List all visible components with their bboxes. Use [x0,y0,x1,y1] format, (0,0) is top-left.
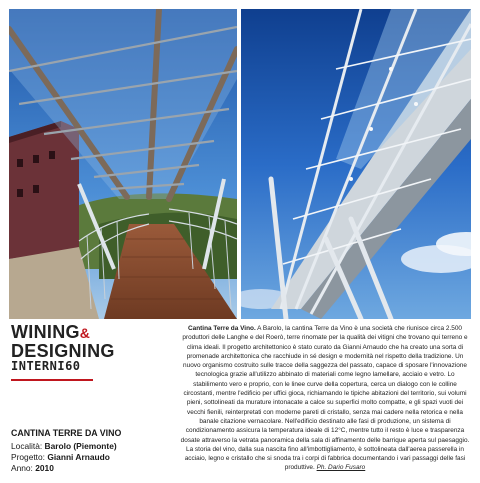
article-heading: Cantina Terre da Vino. [188,325,256,332]
magazine-logo [11,323,161,373]
logo-interni: INTERNI60 [11,359,81,373]
project-info [11,428,171,474]
article-text [180,324,470,473]
logo-underline [11,379,93,381]
project-year: Anno: 2010 [11,463,54,473]
photo-credit: Ph. Dario Fusaro [316,464,366,472]
logo-wining: WINING& [11,322,91,342]
logo-designing: DESIGNING [11,341,115,361]
photo-footbridge [241,9,471,319]
photo-walkway-canopy [9,9,237,319]
project-title: CANTINA TERRE DA VINO [11,428,122,438]
project-architect: Progetto: Gianni Arnaudo [11,452,110,462]
project-location: Località: Barolo (Piemonte) [11,441,117,451]
article-body: A Barolo, la cantina Terre da Vino è una società che riunisce circa 2.500 produttori delle Langhe e del Roerò, terre rinomate per la qualità dei vitigni che trovano qui terreno e clima ideali. Il progetto architettonico è stato curato da Gianni Arnaudo che ha creato una sorta di promenade architettonica che racchiude in sé design e modernità nel rispetto della tradizione. Un nuovo organismo costruito sulle tracce della saggezza del passato, capace di sposare l'innovazione tecnologica grazie all'utilizzo abbinato di materiali come legno lamellare, acciaio e vetro. Lo stabilimento vero e proprio, con le linee curve della copertura, cerca un dialogo con le colline circostanti, mentre l'edificio per uffici gioca, richiamando le tipiche abitazioni del territorio, sui volumi pieni, sottolineati da murature intonacate a calce su superfici molto compatte, e gli spazi vuoti dei vecchi fienili, reinterpretati con moderne pareti di cristallo, senza mai cadere nella retorica e nella banale citazione vernacolare. Nell'edificio destinato alle fasi di produzione, un sistema di condizionamento assicura la temperatura ideale di 12°C, mentre tutto il resto è luce e trasparenza dosate attraverso la vetrata panoramica della sala di affinamento delle barrique aperta sul paesaggio. La storia del vino, dalla sua nascita fino all'imbottigliamento, è sottolineata dall'aerea passerella in acciaio, legno e cristallo che si snoda tra i corpi di fabbrica documentando i vari passaggi delle fasi produttive. [180,325,470,472]
logo-ampersand: & [79,325,91,341]
